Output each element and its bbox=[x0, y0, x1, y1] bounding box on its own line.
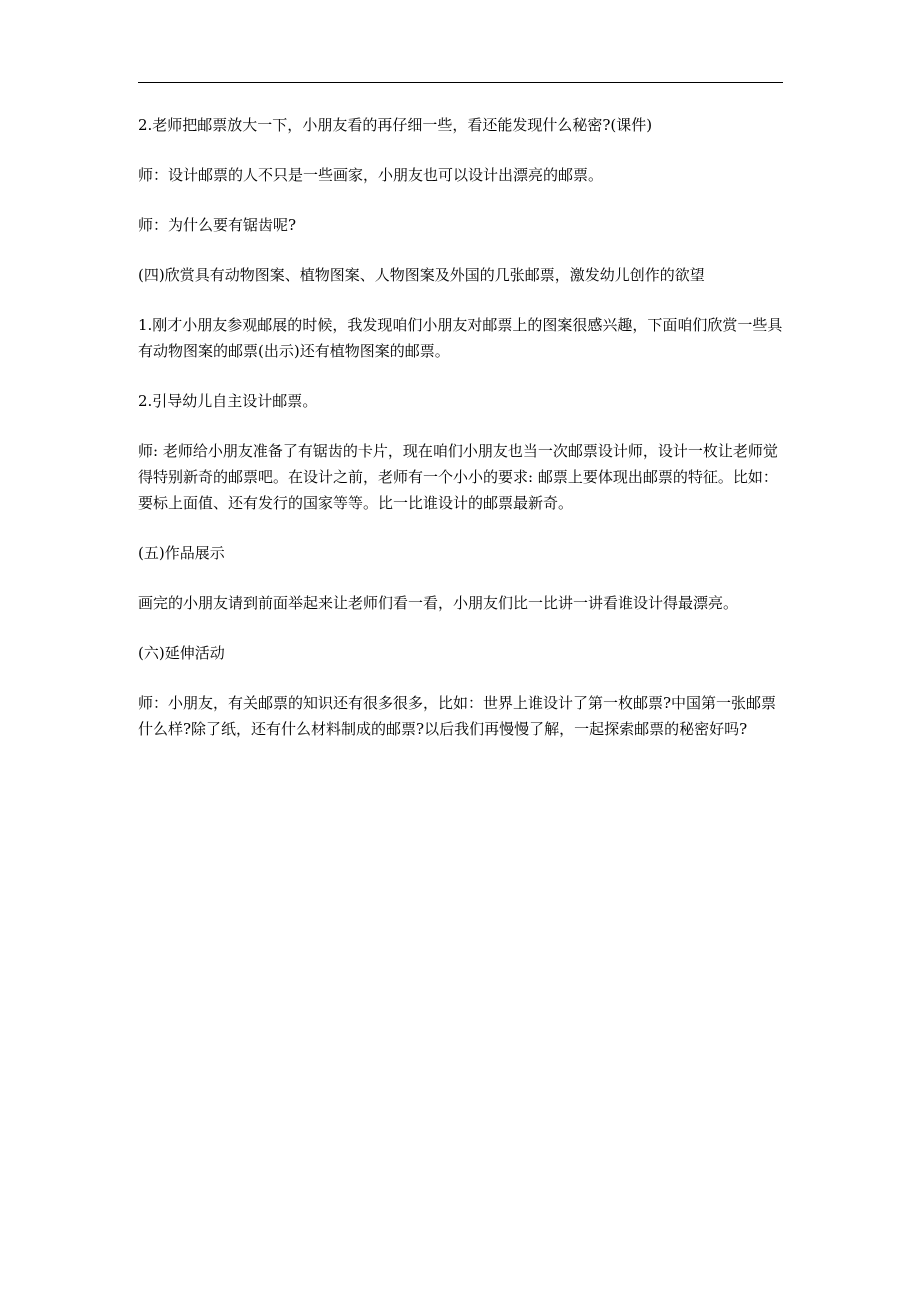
paragraph-magnify-stamp: 2.老师把邮票放大一下，小朋友看的再仔细一些，看还能发现什么秘密?(课件) bbox=[138, 116, 653, 134]
paragraph-extension: 师：小朋友，有关邮票的知识还有很多很多，比如：世界上谁设计了第一枚邮票?中国第一张邮票什么样?除了纸，还有什么材料制成的邮票?以后我们再慢慢了解，一起探索邮票的秘密好吗? bbox=[138, 694, 777, 738]
paragraph-appreciate-patterns: 1.刚才小朋友参观邮展的时候，我发现咱们小朋友对邮票上的图案很感兴趣，下面咱们欣赏一些具有动物图案的邮票(出示)还有植物图案的邮票。 bbox=[138, 316, 783, 360]
paragraph-teacher-requirements: 师: 老师给小朋友准备了有锯齿的卡片，现在咱们小朋友也当一次邮票设计师，设计一枚让老师觉得特别新奇的邮票吧。在设计之前，老师有一个小小的要求: 邮票上要体现出邮票的特征。比如：要标上面值、还有发行的国家等等。比一比谁设计的邮票最新奇。 bbox=[138, 442, 778, 512]
document-body bbox=[138, 112, 786, 766]
paragraph-showcase: 画完的小朋友请到前面举起来让老师们看一看，小朋友们比一比讲一讲看谁设计得最漂亮。 bbox=[138, 594, 739, 612]
section-heading-appreciate: (四)欣赏具有动物图案、植物图案、人物图案及外国的几张邮票，激发幼儿创作的欲望 bbox=[138, 266, 705, 284]
paragraph-teacher-design: 师：设计邮票的人不只是一些画家，小朋友也可以设计出漂亮的邮票。 bbox=[138, 166, 604, 184]
paragraph-guide-design: 2.引导幼儿自主设计邮票。 bbox=[138, 392, 318, 410]
paragraph-teacher-perforation: 师：为什么要有锯齿呢? bbox=[138, 216, 297, 234]
section-heading-extension: (六)延伸活动 bbox=[138, 644, 225, 662]
section-heading-showcase: (五)作品展示 bbox=[138, 544, 225, 562]
header-rule bbox=[138, 82, 783, 83]
